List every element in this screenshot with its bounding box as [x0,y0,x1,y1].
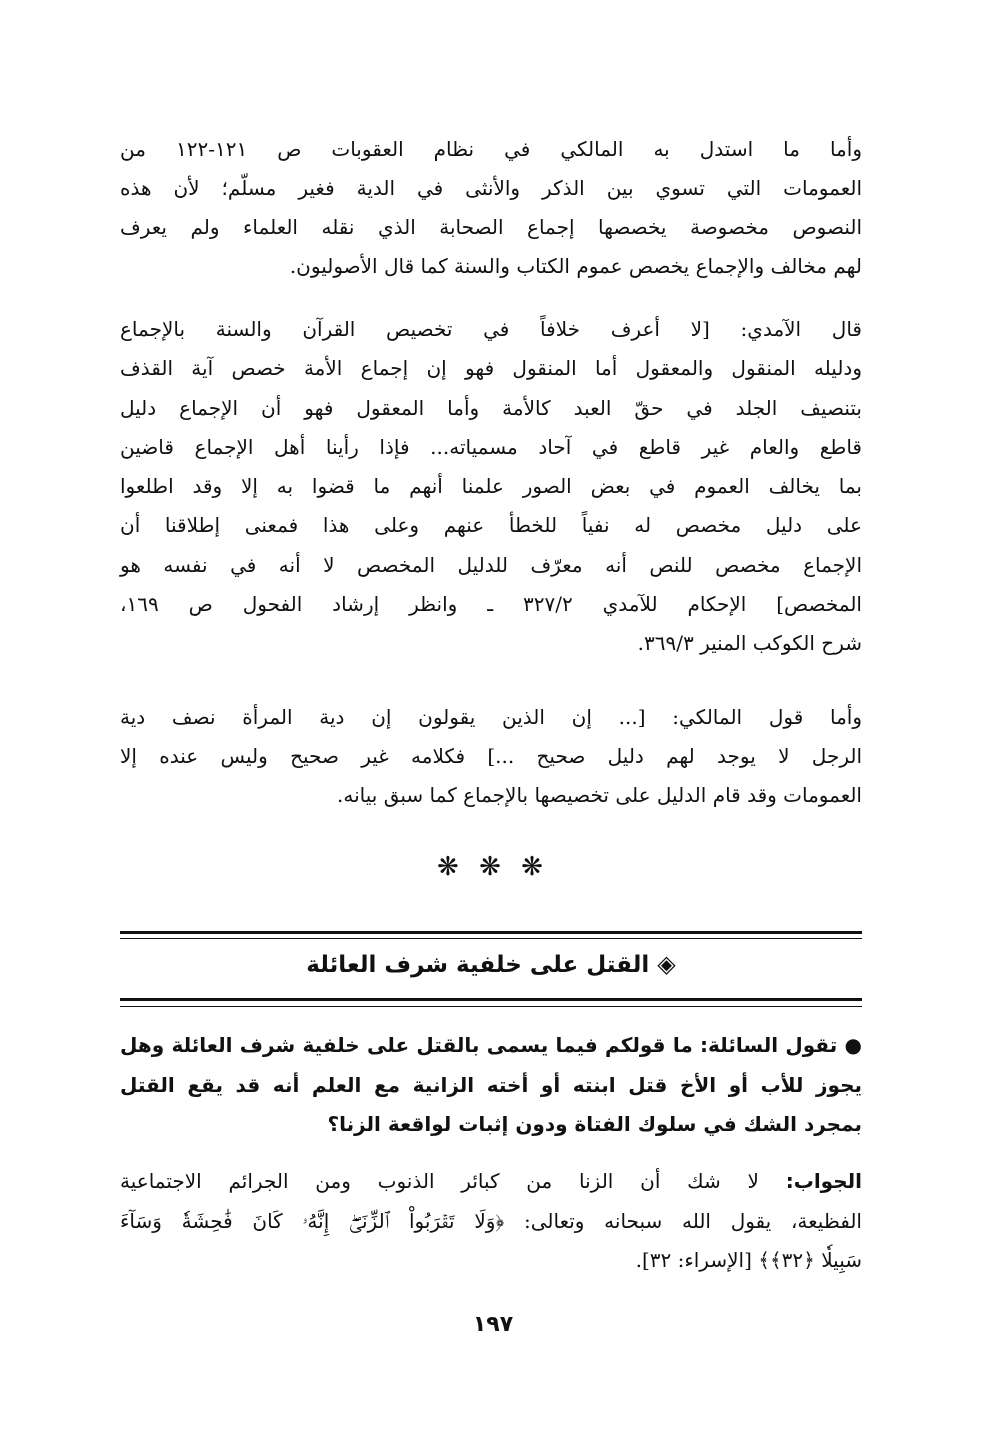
text-line: العمومات التي تسوي بين الذكر والأنثى في الدية فغير مسلّم؛ لأن هذه [120,176,862,200]
title-rule-top-thin [120,938,862,939]
section-title [120,950,862,978]
page-number: ١٩٧ [472,1312,514,1337]
answer-label: الجواب: [785,1169,862,1193]
question-line: ● تقول السائلة: ما قولكم فيما يسمى بالقتل على خلفية شرف العائلة وهل [120,1033,862,1057]
answer-line: سَبِيلٗا ﴿٣٢﴾﴾ [الإسراء: ٣٢]. [635,1248,862,1272]
text-line: لهم مخالف والإجماع يخصص عموم الكتاب والسنة كما قال الأصوليون. [289,254,862,278]
title-rule-bottom-thin [120,1006,862,1007]
text-line: ودليله المنقول والمعقول أما المنقول فهو إن إجماع الأمة خصص آية القذف [120,356,862,380]
section-separator: ❋ ❋ ❋ [437,852,549,882]
text-line: العمومات وقد قام الدليل على تخصيصها بالإجماع كما سبق بيانه. [337,783,862,807]
text-line: وأما قول المالكي: [... إن الذين يقولون إن دية المرأة نصف دية [120,705,862,729]
text-line: المخصص] الإحكام للآمدي ٣٢٧/٢ ـ وانظر إرشاد الفحول ص ١٦٩، [120,592,862,616]
text-line: قاطع والعام غير قاطع في آحاد مسمياته... فإذا رأينا أهل الإجماع قاضين [120,435,862,459]
question-line: يجوز للأب أو الأخ قتل ابنته أو أخته الزانية مع العلم أنه قد يقع القتل [120,1073,862,1097]
title-rule-bottom [120,998,862,1001]
text-line: بتنصيف الجلد في حقّ العبد كالأمة وأما المعقول فهو أن الإجماع دليل [120,396,862,420]
answer-line: الفظيعة، يقول الله سبحانه وتعالى: ﴿وَلَا تَقۡرَبُواْ ٱلزِّنَىٰٓۖ إِنَّهُۥ كَانَ فَٰحِشَةٗ وَسَآءَ [120,1209,862,1233]
text-line: شرح الكوكب المنير ٣٦٩/٣. [637,631,862,655]
diamond-icon: ◈ [657,950,676,978]
question-line: بمجرد الشك في سلوك الفتاة ودون إثبات لواقعة الزنا؟ [327,1112,862,1136]
section-title-text: القتل على خلفية شرف العائلة [306,952,650,978]
text-line: على دليل مخصص له نفياً للخطأ عنهم وعلى هذا فمعنى إطلاقنا أن [120,513,862,537]
text-line: الإجماع مخصص للنص أنه معرّف للدليل المخصص لا أنه في نفسه هو [120,553,862,577]
answer-line: الجواب: لا شك أن الزنا من كبائر الذنوب ومن الجرائم الاجتماعية [120,1169,862,1193]
title-rule-top [120,931,862,934]
text-line: الرجل لا يوجد لهم دليل صحيح ...] فكلامه غير صحيح وليس عنده إلا [120,744,862,768]
text-line: وأما ما استدل به المالكي في نظام العقوبات ص ١٢١-١٢٢ من [120,137,862,161]
text-line: قال الآمدي: [لا أعرف خلافاً في تخصيص القرآن والسنة بالإجماع [120,317,862,341]
text-line: بما يخالف العموم في بعض الصور علمنا أنهم ما قضوا به إلا وقد اطلعوا [120,474,863,498]
text-line: النصوص مخصوصة يخصصها إجماع الصحابة الذي نقله العلماء ولم يعرف [120,215,862,239]
